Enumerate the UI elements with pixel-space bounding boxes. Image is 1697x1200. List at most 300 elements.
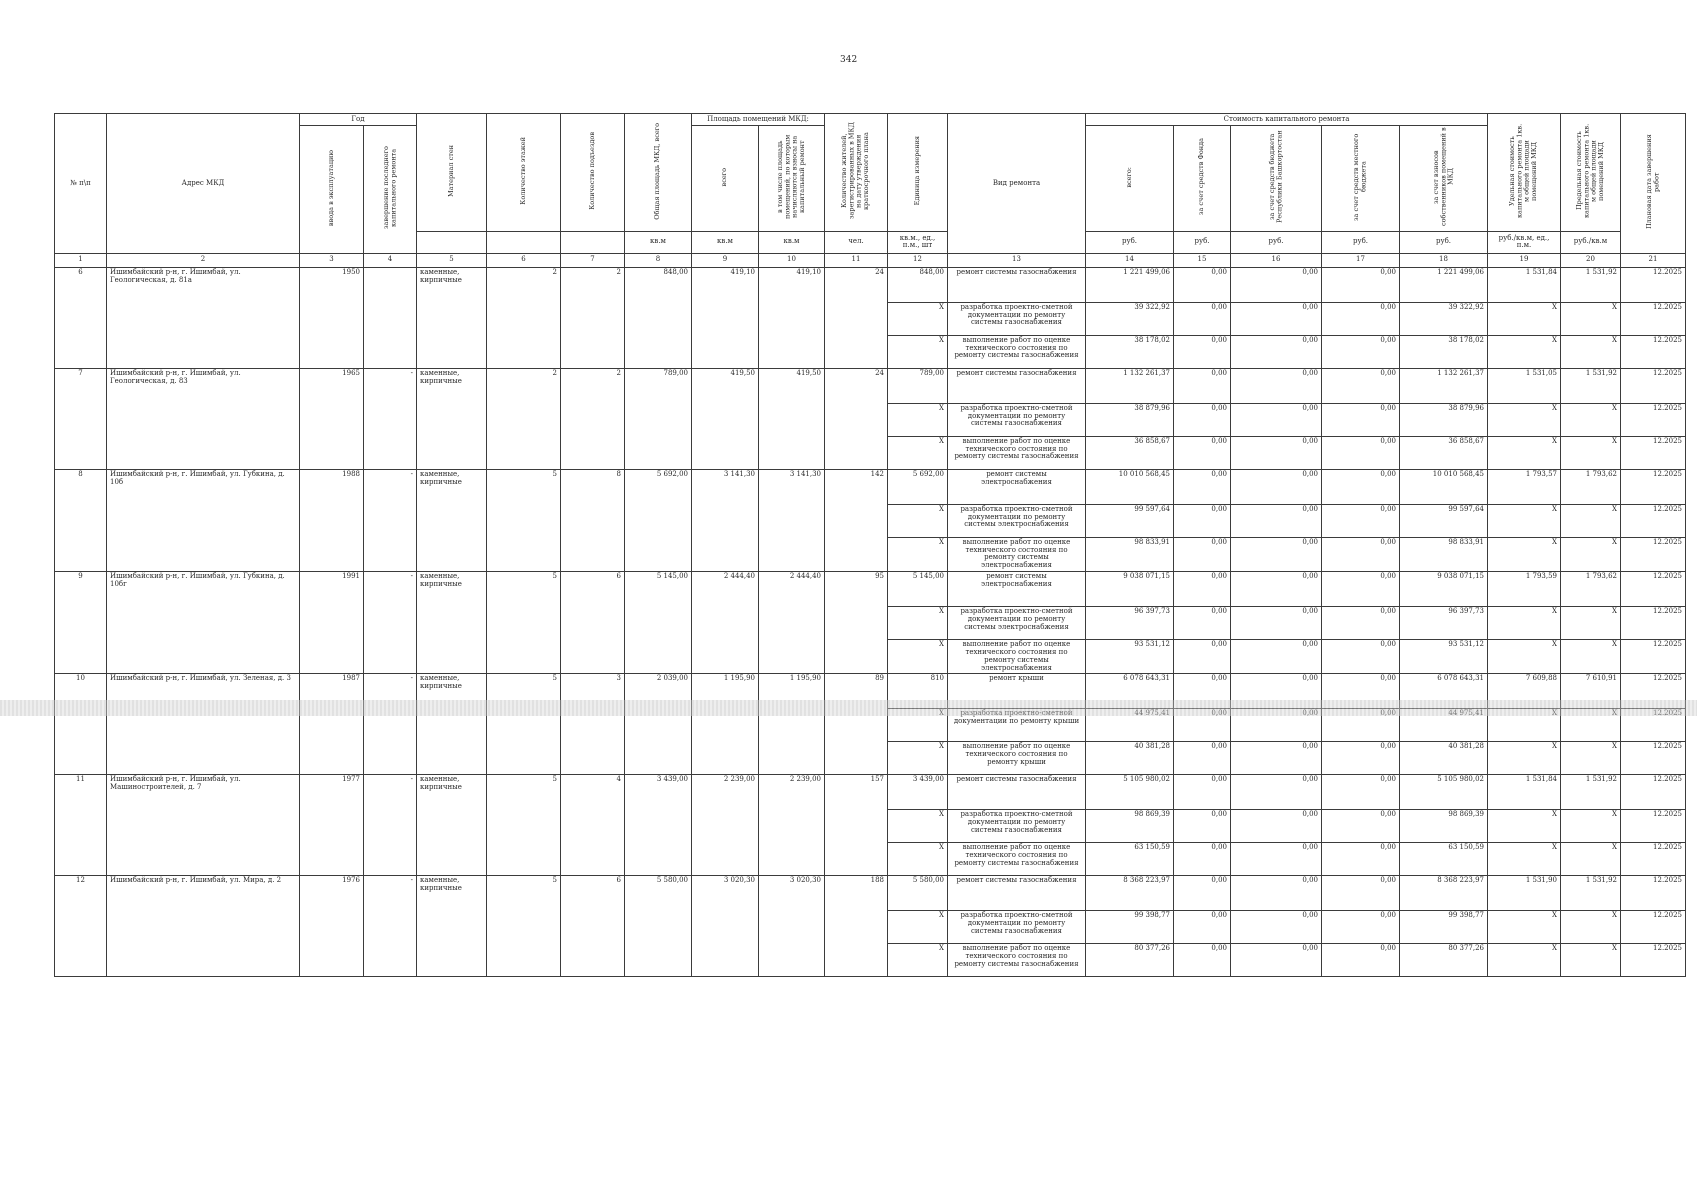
entrances-count: 2: [561, 368, 625, 469]
floors-count: 2: [487, 267, 561, 368]
floors-count: 5: [487, 876, 561, 977]
work-unit: 848,00: [888, 267, 948, 302]
column-number-cell: 5: [417, 253, 487, 267]
completion-date: 12.2025: [1621, 640, 1686, 674]
cost-republic-budget: 0,00: [1231, 876, 1322, 911]
commission-year: 1965: [300, 368, 364, 469]
cost-total: 93 531,12: [1086, 640, 1174, 674]
cost-republic-budget: 0,00: [1231, 810, 1322, 843]
column-number-cell: 2: [107, 253, 300, 267]
cost-fund: 0,00: [1174, 944, 1231, 977]
residents-count: 24: [825, 368, 888, 469]
limit-cost: X: [1561, 944, 1621, 977]
column-number-cell: 17: [1322, 253, 1400, 267]
specific-cost: 1 531,05: [1488, 368, 1561, 403]
cost-fund: 0,00: [1174, 640, 1231, 674]
cost-local-budget: 0,00: [1322, 504, 1400, 537]
cost-local-budget: 0,00: [1322, 436, 1400, 469]
completion-date: 12.2025: [1621, 504, 1686, 537]
floors-count: 5: [487, 775, 561, 876]
cost-total: 99 597,64: [1086, 504, 1174, 537]
work-unit: X: [888, 302, 948, 335]
repair-type: выполнение работ по оценке технического состояния по ремонту системы электроснабжения: [948, 537, 1086, 571]
fee-area: 2 239,00: [759, 775, 825, 876]
fee-area: 1 195,90: [759, 674, 825, 775]
repair-type: выполнение работ по оценке технического состояния по ремонту системы газоснабжения: [948, 436, 1086, 469]
work-unit: X: [888, 640, 948, 674]
cost-local-budget: 0,00: [1322, 810, 1400, 843]
unit-col-17: руб.: [1322, 231, 1400, 253]
cost-total: 10 010 568,45: [1086, 469, 1174, 504]
wall-material: каменные, кирпичные: [417, 267, 487, 368]
cost-owners: 8 368 223,97: [1400, 876, 1488, 911]
house-address: Ишимбайский р-н, г. Ишимбай, ул. Машиностроителей, д. 7: [107, 775, 300, 876]
limit-cost: 1 793,62: [1561, 572, 1621, 607]
table-row: [55, 469, 1686, 504]
last-repair-year: -: [364, 368, 417, 469]
row-number: 7: [55, 368, 107, 469]
table-row: [55, 674, 1686, 709]
unit-col-11: чел.: [825, 231, 888, 253]
cost-owners: 98 833,91: [1400, 537, 1488, 571]
row-number: 6: [55, 267, 107, 368]
cost-owners: 5 105 980,02: [1400, 775, 1488, 810]
header-col-8: Общая площадь МКД, всего: [625, 114, 692, 232]
last-repair-year: -: [364, 572, 417, 674]
cost-total: 98 833,91: [1086, 537, 1174, 571]
limit-cost: 1 531,92: [1561, 368, 1621, 403]
cost-local-budget: 0,00: [1322, 572, 1400, 607]
header-col-20: Предельная стоимость капитального ремонта 1кв. м общей площади помещений МКД: [1561, 114, 1621, 232]
repair-type: разработка проектно-сметной документации по ремонту системы электроснабжения: [948, 504, 1086, 537]
column-number-cell: 13: [948, 253, 1086, 267]
completion-date: 12.2025: [1621, 876, 1686, 911]
cost-owners: 1 221 499,06: [1400, 267, 1488, 302]
limit-cost: X: [1561, 403, 1621, 436]
house-address: Ишимбайский р-н, г. Ишимбай, ул. Зеленая, д. 3: [107, 674, 300, 775]
limit-cost: 1 531,92: [1561, 267, 1621, 302]
header-col-11: Количество жителей, зарегистрированных в МКД на дату утверждения краткосрочного плана: [825, 114, 888, 232]
repair-type: выполнение работ по оценке технического состояния по ремонту системы электроснабжения: [948, 640, 1086, 674]
cost-republic-budget: 0,00: [1231, 911, 1322, 944]
specific-cost: X: [1488, 640, 1561, 674]
repair-type: разработка проектно-сметной документации по ремонту системы электроснабжения: [948, 607, 1086, 640]
unit-col-14: руб.: [1086, 231, 1174, 253]
repair-type: ремонт системы газоснабжения: [948, 368, 1086, 403]
limit-cost: X: [1561, 709, 1621, 742]
cost-owners: 99 597,64: [1400, 504, 1488, 537]
cost-owners: 39 322,92: [1400, 302, 1488, 335]
specific-cost: X: [1488, 944, 1561, 977]
cost-owners: 63 150,59: [1400, 843, 1488, 876]
specific-cost: X: [1488, 436, 1561, 469]
cost-total: 36 858,67: [1086, 436, 1174, 469]
completion-date: 12.2025: [1621, 403, 1686, 436]
premises-area: 419,50: [692, 368, 759, 469]
commission-year: 1950: [300, 267, 364, 368]
cost-total: 39 322,92: [1086, 302, 1174, 335]
repair-type: выполнение работ по оценке технического состояния по ремонту крыши: [948, 742, 1086, 775]
cost-local-budget: 0,00: [1322, 843, 1400, 876]
cost-owners: 38 879,96: [1400, 403, 1488, 436]
cost-total: 6 078 643,31: [1086, 674, 1174, 709]
column-number-cell: 4: [364, 253, 417, 267]
limit-cost: 1 531,92: [1561, 876, 1621, 911]
repair-plan-table: [54, 113, 1686, 977]
cost-local-budget: 0,00: [1322, 537, 1400, 571]
column-number-cell: 6: [487, 253, 561, 267]
work-unit: 5 692,00: [888, 469, 948, 504]
floors-count: 5: [487, 469, 561, 571]
cost-republic-budget: 0,00: [1231, 843, 1322, 876]
unit-col-7: [561, 231, 625, 253]
header-col-7: Количество подъездов: [561, 114, 625, 232]
cost-republic-budget: 0,00: [1231, 775, 1322, 810]
last-repair-year: -: [364, 469, 417, 571]
cost-total: 80 377,26: [1086, 944, 1174, 977]
cost-owners: 98 869,39: [1400, 810, 1488, 843]
completion-date: 12.2025: [1621, 810, 1686, 843]
limit-cost: X: [1561, 607, 1621, 640]
cost-owners: 93 531,12: [1400, 640, 1488, 674]
limit-cost: X: [1561, 436, 1621, 469]
column-number-cell: 11: [825, 253, 888, 267]
cost-republic-budget: 0,00: [1231, 944, 1322, 977]
header-col-18: за счет взносов собственников помещений в МКД: [1400, 126, 1488, 232]
completion-date: 12.2025: [1621, 775, 1686, 810]
completion-date: 12.2025: [1621, 742, 1686, 775]
column-number-cell: 15: [1174, 253, 1231, 267]
residents-count: 95: [825, 572, 888, 674]
cost-local-budget: 0,00: [1322, 742, 1400, 775]
header-col-1: № п\п: [55, 114, 107, 254]
repair-type: ремонт системы газоснабжения: [948, 775, 1086, 810]
completion-date: 12.2025: [1621, 572, 1686, 607]
work-unit: X: [888, 944, 948, 977]
last-repair-year: -: [364, 775, 417, 876]
unit-col-16: руб.: [1231, 231, 1322, 253]
work-unit: X: [888, 810, 948, 843]
repair-type: выполнение работ по оценке технического состояния по ремонту системы газоснабжения: [948, 944, 1086, 977]
house-address: Ишимбайский р-н, г. Ишимбай, ул. Геологическая, д. 81а: [107, 267, 300, 368]
specific-cost: X: [1488, 537, 1561, 571]
cost-fund: 0,00: [1174, 810, 1231, 843]
cost-local-budget: 0,00: [1322, 335, 1400, 368]
cost-fund: 0,00: [1174, 302, 1231, 335]
wall-material: каменные, кирпичные: [417, 674, 487, 775]
fee-area: 419,50: [759, 368, 825, 469]
table-header: [55, 114, 1686, 254]
limit-cost: 1 793,62: [1561, 469, 1621, 504]
specific-cost: X: [1488, 302, 1561, 335]
cost-total: 99 398,77: [1086, 911, 1174, 944]
header-col-19: Удельная стоимость капитального ремонта 1кв. м общей площади помещений МКД: [1488, 114, 1561, 232]
premises-area: 2 444,40: [692, 572, 759, 674]
cost-total: 98 869,39: [1086, 810, 1174, 843]
header-col-21: Плановая дата завершения работ: [1621, 114, 1686, 254]
table-row: [55, 876, 1686, 911]
work-unit: X: [888, 709, 948, 742]
cost-fund: 0,00: [1174, 775, 1231, 810]
fee-area: 2 444,40: [759, 572, 825, 674]
entrances-count: 6: [561, 572, 625, 674]
table-row: [55, 267, 1686, 302]
cost-republic-budget: 0,00: [1231, 436, 1322, 469]
cost-republic-budget: 0,00: [1231, 504, 1322, 537]
cost-owners: 1 132 261,37: [1400, 368, 1488, 403]
column-number-cell: 14: [1086, 253, 1174, 267]
wall-material: каменные, кирпичные: [417, 368, 487, 469]
cost-local-budget: 0,00: [1322, 469, 1400, 504]
commission-year: 1977: [300, 775, 364, 876]
work-unit: X: [888, 403, 948, 436]
repair-type: разработка проектно-сметной документации по ремонту системы газоснабжения: [948, 810, 1086, 843]
table-body: [55, 267, 1686, 977]
cost-local-budget: 0,00: [1322, 267, 1400, 302]
page-number: 342: [840, 55, 858, 65]
header-col-4: завершение последнего капитального ремонта: [364, 126, 417, 254]
residents-count: 188: [825, 876, 888, 977]
last-repair-year: -: [364, 876, 417, 977]
floors-count: 5: [487, 572, 561, 674]
wall-material: каменные, кирпичные: [417, 572, 487, 674]
unit-col-18: руб.: [1400, 231, 1488, 253]
column-number-cell: 9: [692, 253, 759, 267]
specific-cost: X: [1488, 504, 1561, 537]
fee-area: 3 020,30: [759, 876, 825, 977]
specific-cost: 1 793,57: [1488, 469, 1561, 504]
specific-cost: 1 531,84: [1488, 775, 1561, 810]
cost-local-budget: 0,00: [1322, 302, 1400, 335]
cost-republic-budget: 0,00: [1231, 640, 1322, 674]
floors-count: 5: [487, 674, 561, 775]
limit-cost: X: [1561, 742, 1621, 775]
commission-year: 1987: [300, 674, 364, 775]
specific-cost: X: [1488, 403, 1561, 436]
completion-date: 12.2025: [1621, 368, 1686, 403]
cost-owners: 6 078 643,31: [1400, 674, 1488, 709]
completion-date: 12.2025: [1621, 607, 1686, 640]
work-unit: X: [888, 911, 948, 944]
house-address: Ишимбайский р-н, г. Ишимбай, ул. Губкина, д. 10б: [107, 469, 300, 571]
residents-count: 24: [825, 267, 888, 368]
wall-material: каменные, кирпичные: [417, 469, 487, 571]
total-area: 3 439,00: [625, 775, 692, 876]
entrances-count: 3: [561, 674, 625, 775]
repair-type: ремонт системы электроснабжения: [948, 572, 1086, 607]
cost-owners: 10 010 568,45: [1400, 469, 1488, 504]
last-repair-year: [364, 267, 417, 368]
fee-area: 419,10: [759, 267, 825, 368]
header-col-13: Вид ремонта: [948, 114, 1086, 254]
wall-material: каменные, кирпичные: [417, 876, 487, 977]
cost-local-budget: 0,00: [1322, 876, 1400, 911]
limit-cost: X: [1561, 911, 1621, 944]
column-numbers-row: [55, 253, 1686, 267]
last-repair-year: -: [364, 674, 417, 775]
cost-total: 9 038 071,15: [1086, 572, 1174, 607]
unit-col-9: кв.м: [692, 231, 759, 253]
cost-fund: 0,00: [1174, 742, 1231, 775]
cost-republic-budget: 0,00: [1231, 674, 1322, 709]
repair-type: выполнение работ по оценке технического состояния по ремонту системы газоснабжения: [948, 843, 1086, 876]
premises-area: 2 239,00: [692, 775, 759, 876]
specific-cost: X: [1488, 911, 1561, 944]
cost-republic-budget: 0,00: [1231, 709, 1322, 742]
unit-col-20: руб./кв.м: [1561, 231, 1621, 253]
house-address: Ишимбайский р-н, г. Ишимбай, ул. Губкина, д. 10бг: [107, 572, 300, 674]
work-unit: 810: [888, 674, 948, 709]
column-number-cell: 10: [759, 253, 825, 267]
specific-cost: X: [1488, 843, 1561, 876]
cost-owners: 9 038 071,15: [1400, 572, 1488, 607]
cost-republic-budget: 0,00: [1231, 572, 1322, 607]
cost-total: 1 221 499,06: [1086, 267, 1174, 302]
cost-fund: 0,00: [1174, 368, 1231, 403]
cost-total: 5 105 980,02: [1086, 775, 1174, 810]
limit-cost: X: [1561, 335, 1621, 368]
total-area: 848,00: [625, 267, 692, 368]
cost-owners: 80 377,26: [1400, 944, 1488, 977]
repair-type: ремонт системы газоснабжения: [948, 267, 1086, 302]
table-row: [55, 775, 1686, 810]
cost-local-budget: 0,00: [1322, 674, 1400, 709]
completion-date: 12.2025: [1621, 267, 1686, 302]
total-area: 5 580,00: [625, 876, 692, 977]
completion-date: 12.2025: [1621, 843, 1686, 876]
completion-date: 12.2025: [1621, 709, 1686, 742]
row-number: 12: [55, 876, 107, 977]
cost-republic-budget: 0,00: [1231, 607, 1322, 640]
completion-date: 12.2025: [1621, 469, 1686, 504]
entrances-count: 6: [561, 876, 625, 977]
unit-col-12: кв.м., ед., п.м., шт: [888, 231, 948, 253]
completion-date: 12.2025: [1621, 335, 1686, 368]
cost-fund: 0,00: [1174, 876, 1231, 911]
cost-owners: 99 398,77: [1400, 911, 1488, 944]
table-row: [55, 572, 1686, 607]
column-number-cell: 21: [1621, 253, 1686, 267]
row-number: 9: [55, 572, 107, 674]
cost-fund: 0,00: [1174, 504, 1231, 537]
cost-total: 44 975,41: [1086, 709, 1174, 742]
cost-local-budget: 0,00: [1322, 775, 1400, 810]
specific-cost: X: [1488, 810, 1561, 843]
column-number-cell: 18: [1400, 253, 1488, 267]
specific-cost: 1 531,84: [1488, 267, 1561, 302]
cost-republic-budget: 0,00: [1231, 403, 1322, 436]
specific-cost: 1 531,90: [1488, 876, 1561, 911]
cost-local-budget: 0,00: [1322, 640, 1400, 674]
specific-cost: 1 793,59: [1488, 572, 1561, 607]
cost-fund: 0,00: [1174, 537, 1231, 571]
completion-date: 12.2025: [1621, 674, 1686, 709]
wall-material: каменные, кирпичные: [417, 775, 487, 876]
residents-count: 157: [825, 775, 888, 876]
column-number-cell: 7: [561, 253, 625, 267]
cost-total: 96 397,73: [1086, 607, 1174, 640]
row-number: 8: [55, 469, 107, 571]
cost-local-budget: 0,00: [1322, 911, 1400, 944]
cost-fund: 0,00: [1174, 469, 1231, 504]
header-col-9: всего: [692, 126, 759, 232]
header-col-5: Материал стен: [417, 114, 487, 232]
repair-type: разработка проектно-сметной документации по ремонту системы газоснабжения: [948, 302, 1086, 335]
unit-col-6: [487, 231, 561, 253]
header-col-16: за счет средств бюджета Республики Башкортостан: [1231, 126, 1322, 232]
limit-cost: X: [1561, 302, 1621, 335]
repair-plan-table-wrapper: [54, 113, 1686, 977]
cost-owners: 36 858,67: [1400, 436, 1488, 469]
limit-cost: 1 531,92: [1561, 775, 1621, 810]
row-number: 10: [55, 674, 107, 775]
cost-fund: 0,00: [1174, 674, 1231, 709]
cost-owners: 44 975,41: [1400, 709, 1488, 742]
cost-fund: 0,00: [1174, 709, 1231, 742]
cost-owners: 38 178,02: [1400, 335, 1488, 368]
commission-year: 1988: [300, 469, 364, 571]
header-area-group: Площадь помещений МКД:: [692, 114, 825, 126]
cost-owners: 96 397,73: [1400, 607, 1488, 640]
header-col-10: в том числе площадь помещений, по которым начисляются взносы на капитальный ремонт: [759, 126, 825, 232]
cost-republic-budget: 0,00: [1231, 368, 1322, 403]
house-address: Ишимбайский р-н, г. Ишимбай, ул. Мира, д. 2: [107, 876, 300, 977]
work-unit: 789,00: [888, 368, 948, 403]
unit-col-8: кв.м: [625, 231, 692, 253]
cost-owners: 40 381,28: [1400, 742, 1488, 775]
work-unit: X: [888, 742, 948, 775]
cost-fund: 0,00: [1174, 572, 1231, 607]
header-col-3: ввода в эксплуатацию: [300, 126, 364, 254]
work-unit: X: [888, 436, 948, 469]
cost-republic-budget: 0,00: [1231, 742, 1322, 775]
premises-area: 1 195,90: [692, 674, 759, 775]
total-area: 2 039,00: [625, 674, 692, 775]
commission-year: 1976: [300, 876, 364, 977]
work-unit: 5 580,00: [888, 876, 948, 911]
header-col-14: всего:: [1086, 126, 1174, 232]
specific-cost: X: [1488, 742, 1561, 775]
limit-cost: X: [1561, 640, 1621, 674]
total-area: 5 145,00: [625, 572, 692, 674]
commission-year: 1991: [300, 572, 364, 674]
entrances-count: 4: [561, 775, 625, 876]
repair-type: разработка проектно-сметной документации по ремонту крыши: [948, 709, 1086, 742]
cost-republic-budget: 0,00: [1231, 537, 1322, 571]
column-number-cell: 16: [1231, 253, 1322, 267]
header-cost-group: Стоимость капитального ремонта: [1086, 114, 1488, 126]
header-col-12: Единица измерения: [888, 114, 948, 232]
cost-total: 1 132 261,37: [1086, 368, 1174, 403]
unit-col-19: руб./кв.м, ед., п.м.: [1488, 231, 1561, 253]
cost-local-budget: 0,00: [1322, 403, 1400, 436]
table-row: [55, 368, 1686, 403]
repair-type: выполнение работ по оценке технического состояния по ремонту системы газоснабжения: [948, 335, 1086, 368]
header-col-15: за счет средств Фонда: [1174, 126, 1231, 232]
total-area: 5 692,00: [625, 469, 692, 571]
specific-cost: X: [1488, 607, 1561, 640]
work-unit: 3 439,00: [888, 775, 948, 810]
column-number-cell: 20: [1561, 253, 1621, 267]
cost-fund: 0,00: [1174, 607, 1231, 640]
entrances-count: 8: [561, 469, 625, 571]
cost-total: 38 178,02: [1086, 335, 1174, 368]
specific-cost: 7 609,88: [1488, 674, 1561, 709]
cost-local-budget: 0,00: [1322, 607, 1400, 640]
repair-type: разработка проектно-сметной документации по ремонту системы газоснабжения: [948, 911, 1086, 944]
header-col-6: Количество этажей: [487, 114, 561, 232]
cost-republic-budget: 0,00: [1231, 469, 1322, 504]
